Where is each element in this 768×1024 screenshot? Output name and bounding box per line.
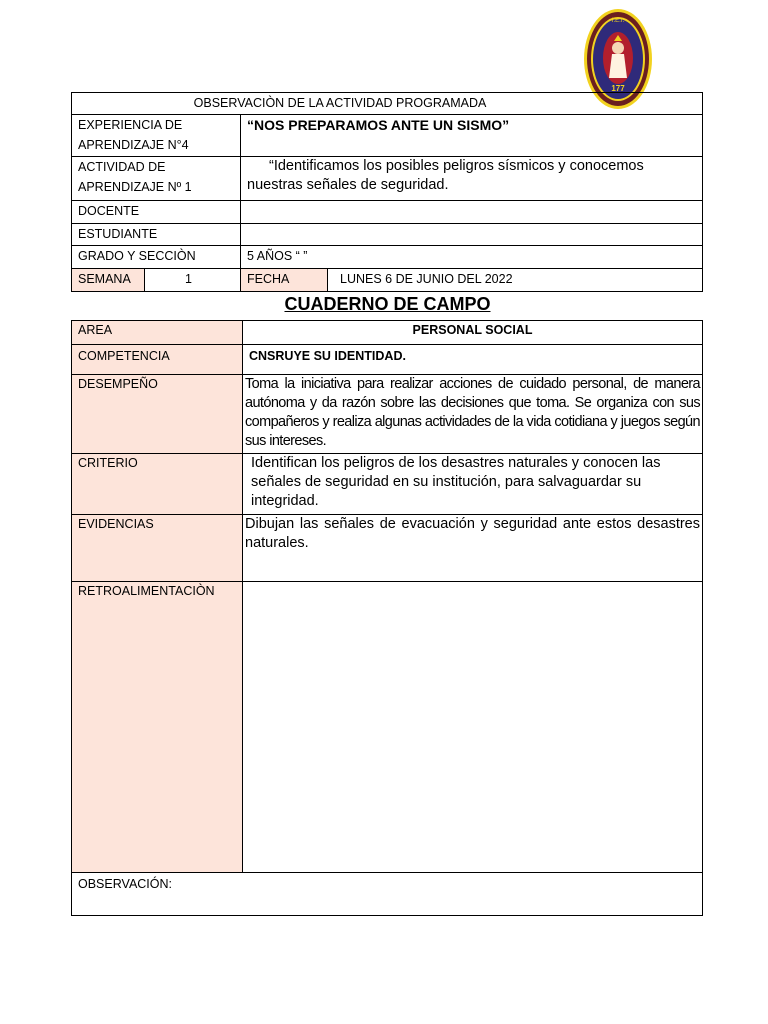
area-value: PERSONAL SOCIAL [243, 321, 703, 345]
grado-label: GRADO Y SECCIÒN [72, 246, 241, 269]
criterio-label: CRITERIO [72, 454, 243, 515]
fecha-value: LUNES 6 DE JUNIO DEL 2022 [328, 269, 703, 292]
area-label: AREA [72, 321, 243, 345]
estudiante-value[interactable] [241, 224, 703, 246]
grado-value: 5 AÑOS “ ” [241, 246, 703, 269]
criterio-value: Identifican los peligros de los desastres naturales y conocen las señales de seguridad en su institución, para salvaguardar su integridad. [243, 454, 703, 515]
experiencia-label: EXPERIENCIA DE APRENDIZAJE N°4 [72, 115, 241, 157]
fecha-label: FECHA [241, 269, 328, 292]
competencia-value: CNSRUYE SU IDENTIDAD. [243, 345, 703, 375]
docente-value[interactable] [241, 201, 703, 224]
desempeno-value: Toma la iniciativa para realizar acciones de cuidado personal, de manera autónoma y da razón sobre las decisiones que toma. Se organiza con sus compañeros y realiza algunas actividades de la vida cotidiana y juegos según sus intereses. [243, 375, 703, 454]
retroalimentacion-label: RETROALIMENTACIÒN [72, 582, 243, 873]
evidencias-label: EVIDENCIAS [72, 515, 243, 582]
desempeno-label: DESEMPEÑO [72, 375, 243, 454]
activity-info-table [71, 92, 703, 292]
evidencias-value: Dibujan las señales de evacuación y seguridad ante estos desastres naturales. [243, 515, 703, 582]
actividad-label: ACTIVIDAD DE APRENDIZAJE Nº 1 [72, 157, 241, 201]
semana-value: 1 [145, 269, 241, 292]
docente-label: DOCENTE [72, 201, 241, 224]
semana-label: SEMANA [72, 269, 145, 292]
table-heading: OBSERVACIÒN DE LA ACTIVIDAD PROGRAMADA [72, 93, 703, 115]
observacion-label: OBSERVACIÓN: [72, 873, 703, 916]
retroalimentacion-value[interactable] [243, 582, 703, 873]
actividad-value: “Identificamos los posibles peligros sísmicos y conocemos nuestras señales de seguridad. [241, 157, 703, 201]
seal-number: 177 [611, 84, 625, 93]
page-title: CUADERNO DE CAMPO [284, 294, 491, 314]
seal-top-text: I.E.I. [611, 18, 625, 24]
competencia-label: COMPETENCIA [72, 345, 243, 375]
estudiante-label: ESTUDIANTE [72, 224, 241, 246]
field-notebook-table [71, 320, 703, 916]
experiencia-value: “NOS PREPARAMOS ANTE UN SISMO” [241, 115, 703, 157]
